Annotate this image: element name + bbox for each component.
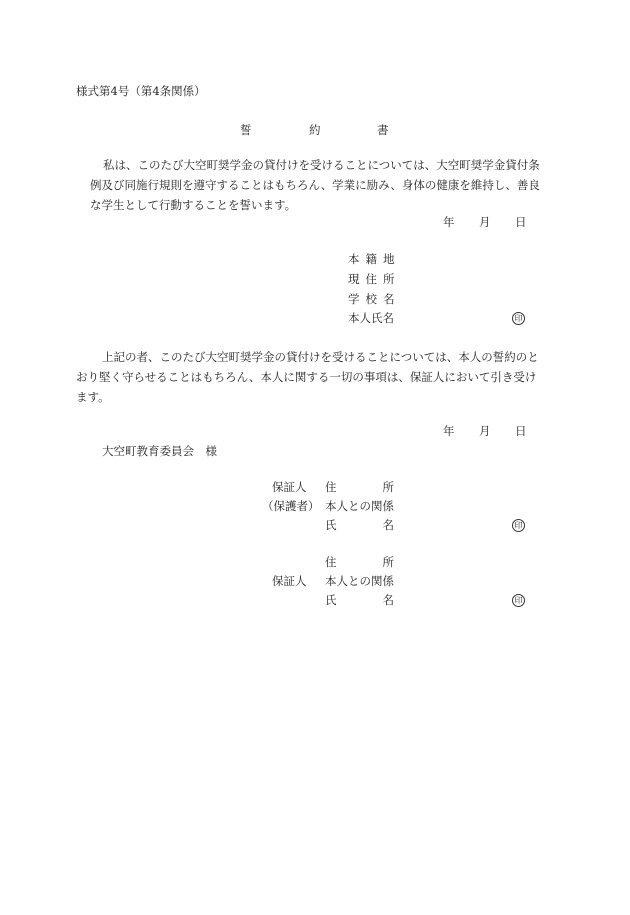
guarantor1-label: 保証人 [272,480,307,494]
date-month-2: 月 [479,424,491,438]
field-honseki: 本籍地 [348,252,401,266]
form-number-label: 様式第4号（第4条関係） [76,84,206,98]
title-char-2: 約 [309,123,321,137]
field-gakko: 学校名 [348,292,401,306]
guarantor1-relation: 本人との関係 [325,499,394,513]
date-year-1: 年 [443,215,455,229]
seal-mark-guarantor2: 印 [512,594,525,607]
date-day-1: 日 [515,215,527,229]
guarantor2-name: 氏名 [325,593,440,607]
guarantee-paragraph: 上記の者、このたび大空町奨学金の貸付けを受けることについては、本人の誓約のとおり堅く守らせることはもちろん、本人に関する一切の事項は、保証人において引き受けます。 [76,350,539,404]
date-day-2: 日 [515,424,527,438]
guarantor1-address: 住所 [325,480,440,494]
title-char-3: 書 [377,123,389,137]
field-honnin-shimei: 本人氏名 [348,311,394,325]
guarantor1-name: 氏名 [325,518,440,532]
guarantor2-relation: 本人との関係 [325,574,394,588]
seal-mark-guarantor1: 印 [512,519,525,532]
guarantor1-sublabel: （保護者） [262,499,320,513]
seal-mark-applicant: 印 [512,312,525,325]
pledge-paragraph: 私は、このたび大空町奨学金の貸付けを受けることについては、大空町奨学金貸付条例及び同施行規則を遵守することはもちろん、学業に励み、身体の健康を維持し、善良な学生として行動することを誓います。 [90,158,540,212]
title-char-1: 誓 [240,123,252,137]
date-month-1: 月 [479,215,491,229]
addressee: 大空町教育委員会 様 [102,444,217,458]
guarantor2-address: 住所 [325,555,440,569]
field-genjusho: 現住所 [348,272,401,286]
guarantor2-label: 保証人 [272,574,307,588]
date-year-2: 年 [443,424,455,438]
